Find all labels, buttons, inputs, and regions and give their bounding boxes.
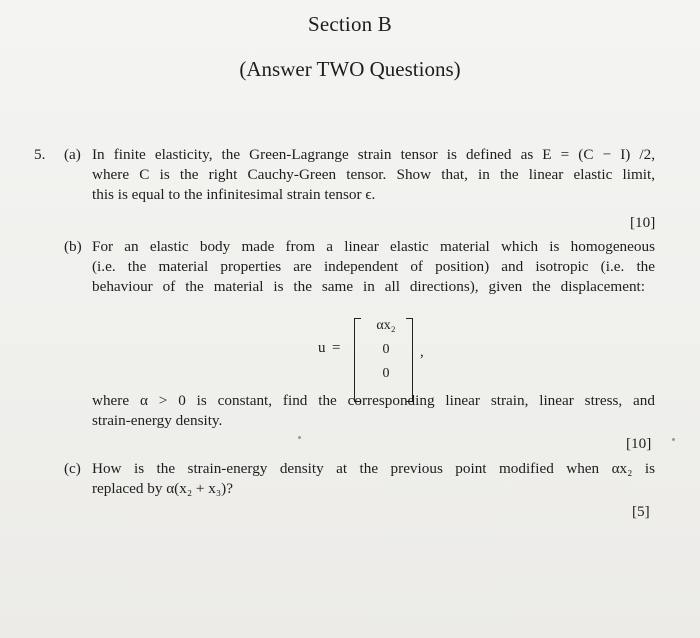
displacement-vector [318, 316, 448, 402]
vector-entry: 0 [382, 342, 390, 357]
question-number: 5. [34, 146, 46, 163]
section-instruction: (Answer TWO Questions) [239, 57, 461, 81]
part-a-line: where C is the right Cauchy-Green tensor. Show that, in the linear elastic limit, [92, 166, 655, 183]
part-b-label: (b) [64, 238, 82, 255]
part-c-label: (c) [64, 460, 81, 477]
vector-entry: αx₂ [376, 318, 396, 333]
part-b-line: behaviour of the material is the same in all directions), given the displacement: [92, 278, 645, 295]
part-b-marks: [10] [626, 435, 652, 452]
trailing-comma: , [420, 344, 424, 360]
part-c-line: replaced by α(x₂ + x₃)? [92, 480, 233, 497]
left-bracket [354, 318, 361, 402]
part-b-after-line: where α > 0 is constant, find the corresponding linear strain, linear stress, and [92, 392, 655, 409]
part-c-marks: [5] [632, 503, 650, 520]
part-a-marks: [10] [630, 214, 656, 231]
part-b-after-line: strain-energy density. [92, 412, 223, 429]
speck [298, 436, 301, 439]
part-a-line: this is equal to the infinitesimal strain tensor ϵ. [92, 186, 376, 203]
vector-entry: 0 [382, 366, 390, 381]
part-b-line: (i.e. the material properties are independent of position) and isotropic (i.e. the [92, 258, 655, 275]
equals-sign: = [332, 340, 341, 356]
displacement-symbol: u [318, 340, 326, 356]
part-a-line: In finite elasticity, the Green-Lagrange strain tensor is defined as E = (C − I) /2, [92, 146, 655, 163]
part-c-line: How is the strain-energy density at the previous point modified when αx₂ is [92, 460, 655, 477]
section-title: Section B [307, 12, 393, 36]
speck [672, 438, 675, 441]
part-a-label: (a) [64, 146, 81, 163]
right-bracket [406, 318, 413, 402]
part-b-line: For an elastic body made from a linear elastic material which is homogeneous [92, 238, 655, 255]
